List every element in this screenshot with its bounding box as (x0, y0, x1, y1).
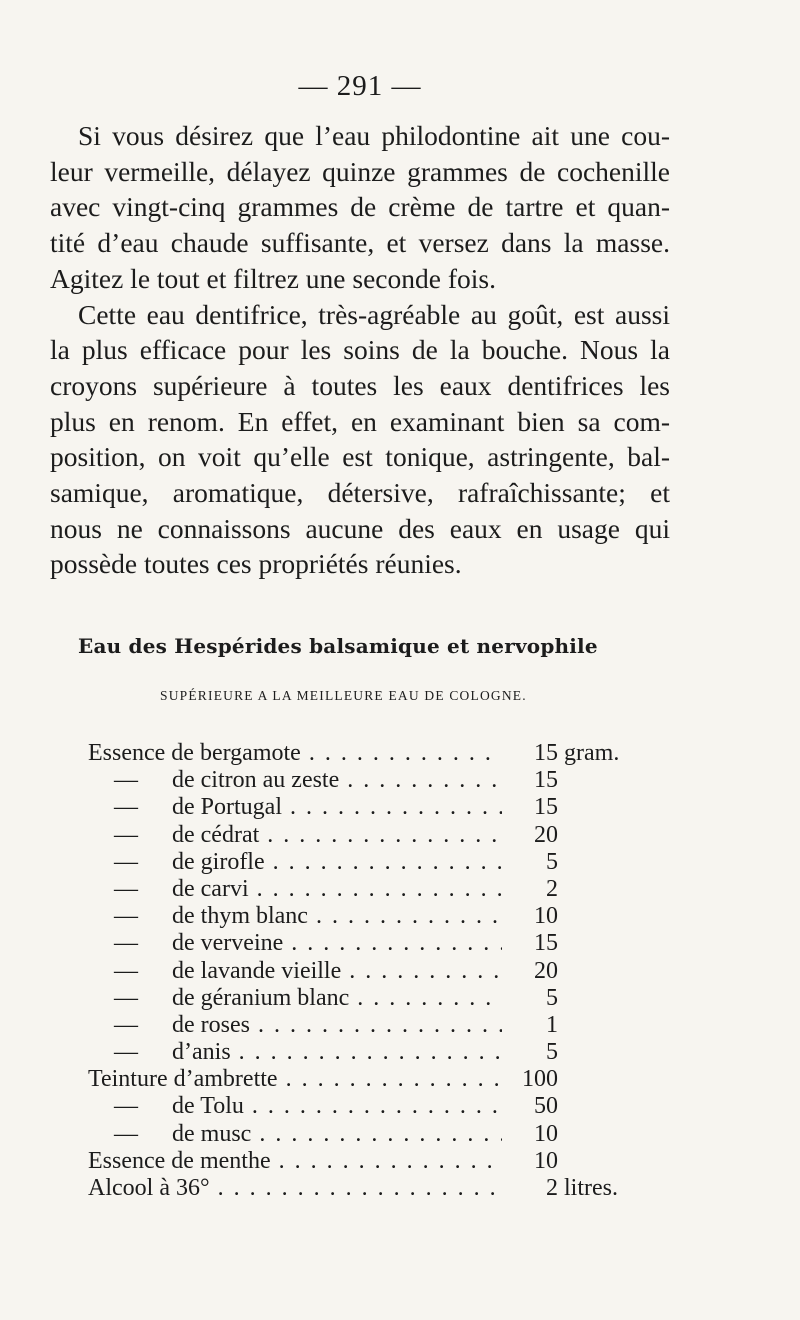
ingredient-name-cell (172, 958, 502, 985)
ingredient-unit: gram. (564, 740, 620, 766)
ditto-dash: — (114, 767, 138, 794)
ingredient-name: de girofle (172, 848, 265, 875)
ingredient-name-cell (172, 1012, 502, 1039)
ingredient-quantity: 15 (534, 930, 558, 957)
ingredient-quantity: 15 (534, 767, 558, 794)
page-number: — 291 — (298, 70, 422, 102)
ditto-dash: — (114, 1093, 138, 1120)
ingredient-row (88, 876, 648, 903)
ditto-dash: — (114, 1039, 138, 1066)
ingredient-quantity: 15 (534, 794, 558, 821)
ingredient-name-cell (172, 930, 502, 957)
ingredient-row (88, 985, 648, 1012)
text-line: plus en renom. En effet, en examinant bien sa com- (50, 405, 670, 437)
ditto-dash: — (114, 1120, 138, 1147)
ingredient-row (88, 849, 648, 876)
ingredient-name: de géranium blanc (172, 984, 350, 1011)
body-text (50, 118, 670, 582)
text-line: avec vingt-cinq grammes de crème de tartre et quan- (50, 191, 670, 223)
ingredient-row (88, 822, 648, 849)
ingredient-name: de roses (172, 1011, 250, 1038)
ingredient-name-cell (88, 1175, 498, 1202)
ingredient-quantity: 10 (534, 903, 558, 930)
ingredient-quantity: 10 (534, 1147, 558, 1174)
ingredient-name: Alcool à 36° (88, 1175, 210, 1201)
ingredient-name: Essence de menthe (88, 1147, 271, 1174)
paragraph-1 (50, 118, 670, 297)
recipe-title: Eau des Hespérides balsamique et nervophile (78, 634, 598, 658)
ingredient-name-cell (172, 822, 502, 849)
ingredient-quantity: 15 (534, 740, 558, 766)
ingredient-name-cell (172, 903, 502, 930)
ingredient-name: de lavande vieille (172, 957, 342, 984)
ingredient-quantity: 2 (546, 1175, 558, 1201)
ingredient-row (88, 1175, 648, 1202)
ingredient-row (88, 740, 648, 767)
ingredient-row (88, 903, 648, 930)
ingredient-name: Essence de bergamote (88, 740, 301, 766)
ingredient-name-cell (172, 1093, 502, 1120)
text-line: croyons supérieure à toutes les eaux dentifrices les (50, 369, 670, 401)
ingredient-name-cell (172, 849, 502, 876)
ingredient-name-cell (88, 1148, 498, 1175)
ingredient-row (88, 767, 648, 794)
ingredient-list (88, 740, 648, 1202)
ingredient-name-cell (172, 1121, 502, 1148)
text-line: Si vous désirez que l’eau philodontine ait une cou- (78, 120, 670, 151)
ingredient-name: de Tolu (172, 1093, 244, 1120)
ingredient-row (88, 1121, 648, 1148)
ingredient-name-cell (172, 985, 502, 1012)
ingredient-name-cell (172, 767, 502, 794)
ditto-dash: — (114, 848, 138, 875)
text-line: la plus efficace pour les soins de la bouche. Nous la (50, 334, 670, 366)
ingredient-quantity: 10 (534, 1120, 558, 1147)
ingredient-name-cell (172, 876, 502, 903)
ingredient-name: d’anis (172, 1039, 231, 1066)
ingredient-name: de thym blanc (172, 903, 308, 930)
text-line: samique, aromatique, détersive, rafraîchissante; et (50, 477, 670, 509)
ingredient-name: de carvi (172, 875, 249, 902)
ingredient-name-cell (172, 1039, 502, 1066)
ingredient-row (88, 930, 648, 957)
ingredient-quantity: 5 (546, 848, 558, 875)
text-line: tité d’eau chaude suffisante, et versez dans la masse. (50, 227, 670, 259)
ditto-dash: — (114, 821, 138, 848)
ingredient-row (88, 1039, 648, 1066)
ingredient-name-cell (88, 740, 498, 767)
ditto-dash: — (114, 930, 138, 957)
text-line: nous ne connaissons aucune des eaux en usage qui (50, 512, 670, 544)
ingredient-unit: litres. (564, 1175, 618, 1201)
ditto-dash: — (114, 903, 138, 930)
ingredient-name: de verveine (172, 930, 284, 957)
ingredient-row (88, 794, 648, 821)
ingredient-row (88, 1066, 648, 1093)
ditto-dash: — (114, 957, 138, 984)
ingredient-name-cell (172, 794, 502, 821)
text-line: possède toutes ces propriétés réunies. (50, 548, 462, 580)
ingredient-quantity: 5 (546, 984, 558, 1011)
recipe-subtitle: SUPÉRIEURE A LA MEILLEURE EAU DE COLOGNE. (160, 688, 527, 703)
ingredient-row (88, 1012, 648, 1039)
ingredient-name: de Portugal (172, 794, 282, 821)
ingredient-quantity: 100 (522, 1066, 558, 1093)
ingredient-name: de citron au zeste (172, 767, 340, 794)
ditto-dash: — (114, 875, 138, 902)
text-line: position, on voit qu’elle est tonique, astringente, bal- (50, 441, 670, 473)
ditto-dash: — (114, 1011, 138, 1038)
paragraph-2 (50, 297, 670, 583)
ingredient-name: de musc (172, 1120, 252, 1147)
text-line: Cette eau dentifrice, très-agréable au goût, est aussi (78, 298, 670, 330)
text-line: Agitez le tout et filtrez une seconde fois. (50, 262, 496, 294)
ditto-dash: — (114, 984, 138, 1011)
ingredient-row (88, 958, 648, 985)
ingredient-name: de cédrat (172, 821, 260, 848)
ingredient-quantity: 2 (546, 875, 558, 902)
ingredient-quantity: 20 (534, 957, 558, 984)
ingredient-name: Teinture d’ambrette (88, 1066, 278, 1093)
ingredient-quantity: 20 (534, 821, 558, 848)
ingredient-quantity: 1 (546, 1011, 558, 1038)
ditto-dash: — (114, 794, 138, 821)
ingredient-row (88, 1148, 648, 1175)
ingredient-quantity: 50 (534, 1093, 558, 1120)
ingredient-quantity: 5 (546, 1039, 558, 1066)
text-line: leur vermeille, délayez quinze grammes de cochenille (50, 155, 670, 187)
ingredient-row (88, 1093, 648, 1120)
ingredient-name-cell (88, 1066, 498, 1093)
